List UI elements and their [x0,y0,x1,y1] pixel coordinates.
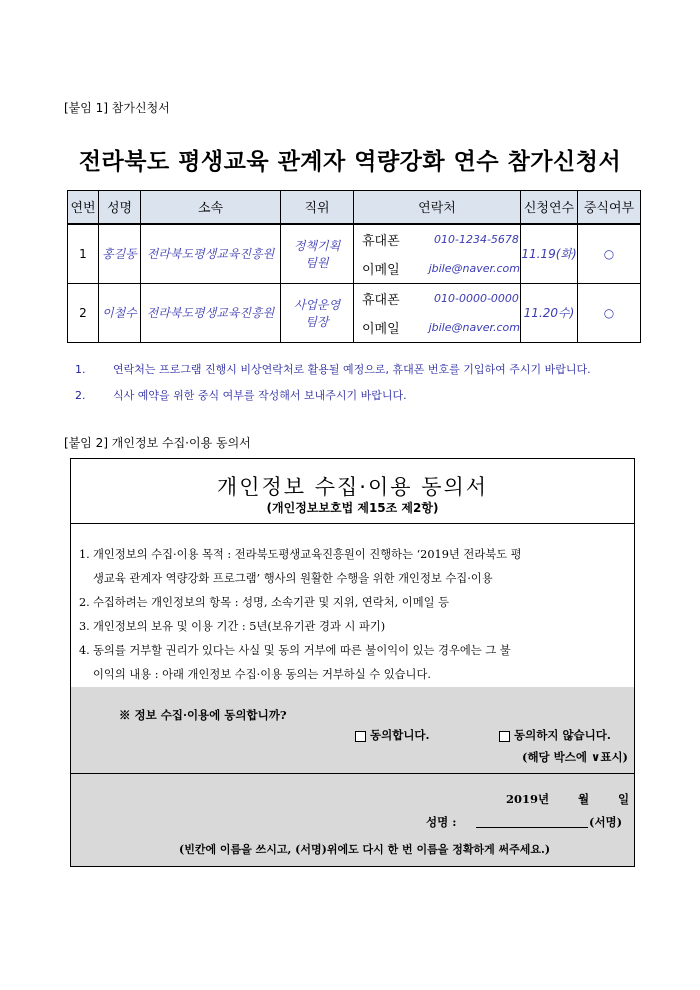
row-contact [354,283,521,342]
email-value[interactable]: jbile@naver.com [428,261,520,275]
header-contact: 연락처 [354,191,521,224]
row-lunch[interactable]: ○ [578,283,641,342]
item-text: 이익의 내용 : 아래 개인정보 수집·이용 동의는 거부하실 수 있습니다. [93,668,431,681]
email-label: 이메일 [362,321,400,337]
sign-label: (서명) [589,815,623,829]
disagree-checkbox[interactable] [499,731,510,742]
consent-question: ※ 정보 수집·이용에 동의합니까? [119,708,287,722]
table-header-row [68,191,641,224]
item-text: 생교육 관계자 역량강화 프로그램’ 행사의 원활한 수행을 위한 개인정보 수집·이용 [93,572,493,585]
phone-label: 휴대폰 [362,292,400,308]
row-course[interactable]: 11.19(화) [521,224,578,284]
application-table [67,190,641,343]
note-text: 식사 예약을 위한 중식 여부를 작성해서 보내주시기 바랍니다. [113,389,407,402]
position-line1: 사업운영 [293,297,341,312]
table-row [68,224,641,284]
row-org[interactable]: 전라북도평생교육진흥원 [141,283,281,342]
consent-item [79,639,629,663]
signature-instruction: (빈칸에 이름을 쓰시고, (서명)위에도 다시 한 번 이름을 정확하게 써주세요.) [179,843,551,856]
date-month: 월 [578,792,590,806]
header-course: 신청연수 [521,191,578,224]
item-number: 3. [79,620,90,633]
table-row [68,283,641,342]
agree-label: 동의합니다. [370,728,430,742]
header-name: 성명 [99,191,141,224]
row-position[interactable] [281,283,354,342]
consent-item [79,543,629,567]
consent-title: 개인정보 수집·이용 동의서 [216,475,489,499]
row-lunch[interactable]: ○ [578,224,641,284]
item-number: 2. [79,596,90,609]
note-item [75,356,675,382]
attachment2-label: [붙임 2] 개인정보 수집·이용 동의서 [64,436,251,450]
row-org[interactable]: 전라북도평생교육진흥원 [141,224,281,284]
item-text: 개인정보의 수집·이용 목적 : 전라북도평생교육진흥원이 진행하는 ‘2019년 전라북도 평 [93,548,522,561]
row-course[interactable]: 11.20수) [521,283,578,342]
email-label: 이메일 [362,262,400,278]
attachment1-label: [붙임 1] 참가신청서 [64,101,170,115]
consent-item-cont [79,663,629,687]
phone-label: 휴대폰 [362,233,400,249]
disagree-option[interactable] [499,727,611,743]
row-name[interactable]: 이철수 [99,283,141,342]
note-number: 2. [75,388,86,402]
item-text: 수집하려는 개인정보의 항목 : 성명, 소속기관 및 지위, 연락처, 이메일 등 [93,596,450,609]
name-label: 성명 : [426,815,457,829]
check-hint: (해당 박스에 ∨표시) [522,750,628,764]
name-line[interactable] [476,827,588,828]
item-number: 1. [79,548,90,561]
email-value[interactable]: jbile@naver.com [428,320,520,334]
item-number: 4. [79,644,90,657]
position-line2: 팀원 [305,255,329,270]
header-position: 직위 [281,191,354,224]
row-no: 2 [68,283,99,342]
consent-header [71,459,634,524]
phone-value[interactable]: 010-0000-0000 [434,291,519,305]
consent-item [79,615,629,639]
note-number: 1. [75,362,86,376]
position-line1: 정책기획 [293,238,341,253]
consent-item [79,591,629,615]
row-no: 1 [68,224,99,284]
row-contact [354,224,521,284]
row-position[interactable] [281,224,354,284]
agree-checkbox[interactable] [355,731,366,742]
phone-value[interactable]: 010-1234-5678 [434,232,519,246]
row-name[interactable]: 홍길동 [99,224,141,284]
notes-list [75,356,675,408]
agree-option[interactable] [355,727,430,743]
item-text: 동의를 거부할 권리가 있다는 사실 및 동의 거부에 따른 불이익이 있는 경우에는 그 불 [93,644,511,657]
header-lunch: 중식여부 [578,191,641,224]
consent-form [70,458,635,867]
consent-items [71,523,634,688]
item-text: 개인정보의 보유 및 이용 기간 : 5년(보유기관 경과 시 파기) [93,620,386,633]
position-line2: 팀장 [305,314,329,329]
disagree-label: 동의하지 않습니다. [514,728,611,742]
signature-section [71,774,634,866]
consent-subtitle: (개인정보보호법 제15조 제2항) [266,501,439,515]
consent-item-cont [79,567,629,591]
date-day: 일 [618,792,630,806]
note-text: 연락처는 프로그램 진행시 비상연락처로 활용될 예정으로, 휴대폰 번호를 기입하여 주시기 바랍니다. [113,363,591,376]
header-no: 연번 [68,191,99,224]
header-org: 소속 [141,191,281,224]
note-item [75,382,675,408]
consent-question-section [71,687,634,774]
application-title: 전라북도 평생교육 관계자 역량강화 연수 참가신청서 [78,149,622,175]
date-year: 2019년 [506,792,550,806]
